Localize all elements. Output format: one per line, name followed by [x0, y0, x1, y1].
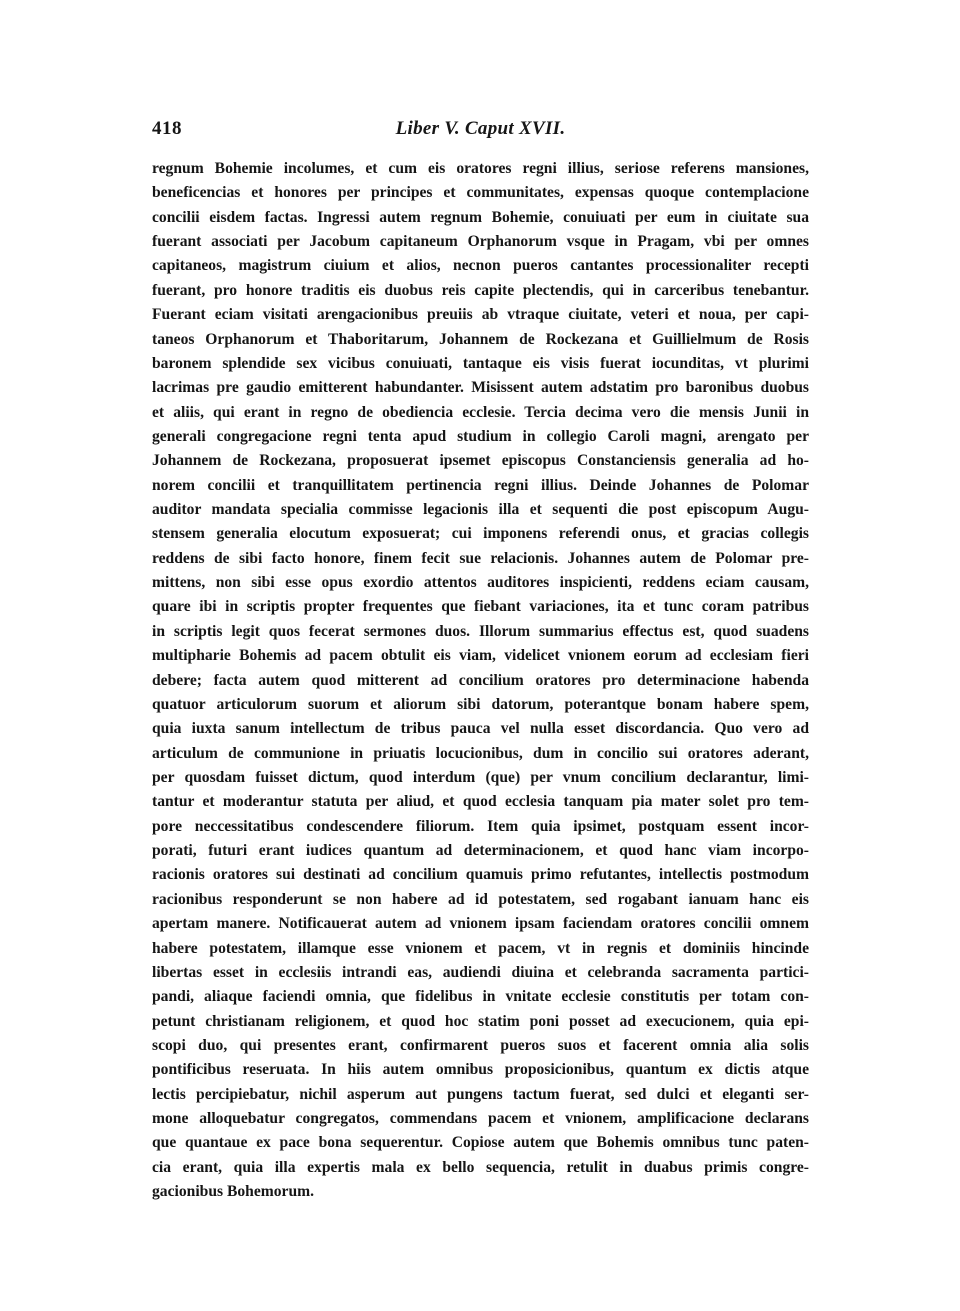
text-line: beneficencias et honores per principes et communitates, expensas quoque contemplacione [152, 184, 809, 202]
text-line: mone alloquebatur congregatos, commendans pacem et vnionem, amplificacione declarans [152, 1110, 809, 1128]
text-line: tantur et moderantur statuta per aliud, et quod ecclesia tanquam pia mater solet pro tem- [152, 793, 809, 811]
text-line: reddens de sibi facto honore, finem fecit sue relacionis. Johannes autem de Polomar pre- [152, 549, 809, 567]
text-line: lacrimas pre gaudio emitterent habundanter. Misissent autem adstatim pro baronibus duobus [152, 379, 809, 397]
text-line: debere; facta autem quod mitterent ad concilium oratores pro determinacione habenda [152, 671, 809, 689]
text-line: fuerant, pro honore traditis eis duobus reis capite plectendis, qui in carceribus tenebantur. [152, 281, 809, 299]
text-line: norem concilii et tranquillitatem pertinencia regni illius. Deinde Johannes de Polomar [152, 476, 809, 494]
text-line: regnum Bohemie incolumes, et cum eis oratores regni illius, seriose referens mansiones, [152, 160, 809, 177]
text-line: fuerant associati per Jacobum capitaneum Orphanorum vsque in Pragam, vbi per omnes [152, 233, 809, 251]
text-line: quatuor articulorum suorum et aliorum sibi datorum, poterantque bonam habere spem, [152, 695, 809, 713]
running-title: Liber V. Caput XVII. [395, 118, 566, 139]
body-text [152, 157, 809, 1204]
text-line: generali congregacione regni tenta apud studium in collegio Caroli magni, arengato per [152, 427, 809, 445]
text-line: Fuerant eciam visitati arengacionibus preuiis ab vtraque ciuitate, veteri et noua, per capi- [152, 306, 809, 324]
text-line: cia erant, quia illa expertis mala ex bello sequencia, retulit in duabus primis congre- [152, 1158, 809, 1176]
page-header [152, 118, 809, 148]
text-line: capitaneos, magistrum ciuium et alios, necnon pueros cantantes processionaliter recepti [152, 257, 809, 275]
text-line: gacionibus Bohemorum. [152, 1183, 315, 1201]
text-line: baronem splendide sex vicibus conuiuati, tantaque eis visis fuerat iocunditas, vt plurimi [152, 354, 809, 372]
text-line: per quosdam fuisset dictum, quod interdum (que) per vnum concilium declarantur, limi- [152, 768, 809, 786]
text-line: que quantaue ex pace bona sequerentur. Copiose autem que Bohemis omnibus tunc paten- [152, 1134, 809, 1152]
text-line: Johannem de Rockezana, proposuerat ipsemet episcopus Constanciensis generalia ad ho- [152, 452, 809, 470]
text-line: taneos Orphanorum et Thaboritarum, Johannem de Rockezana et Guillielmum de Rosis [152, 330, 809, 348]
text-line: et aliis, qui erant in regno de obediencia ecclesie. Tercia decima vero die mensis Junii in [152, 403, 809, 421]
text-line: habere potestatem, illamque esse vnionem et pacem, vt in regnis et dominiis hincinde [152, 939, 809, 957]
text-line: stensem generalia elocutum exposuerat; cui imponens referendi onus, et gracias collegis [152, 525, 809, 543]
text-line: quia iuxta sanum intellectum de tribus pauca vel nulla esset discordancia. Quo vero ad [152, 720, 809, 738]
text-line: scopi duo, qui presentes erant, confirmarent pueros suos et facerent omnia alia solis [152, 1036, 809, 1054]
text-line: porati, futuri erant iudices quantum ad determinacionem, et quod hanc viam incorpo- [152, 842, 809, 860]
text-line: mittens, non sibi esse opus exordio attentos auditores inspicienti, reddens eciam causam, [152, 574, 809, 592]
text-line: concilii eisdem factas. Ingressi autem regnum Bohemie, conuiuati per eum in ciuitate sua [152, 208, 809, 226]
text-line: auditor mandata specialia commisse legacionis illa et sequenti die post episcopum Augu- [152, 501, 809, 519]
page-number: 418 [152, 118, 182, 139]
text-line: lectis percipiebatur, nichil asperum aut pungens tactum fuerat, sed dulci et eleganti ser- [152, 1085, 809, 1103]
text-line: quare ibi in scriptis propter frequentes que fiebant variaciones, ita et tunc coram patribus [152, 598, 809, 616]
text-line: pontificibus reseruata. In hiis autem omnibus proposicionibus, quantum ex dictis atque [152, 1061, 809, 1079]
text-line: racionibus responderunt se non habere ad id potestatem, sed rogabant ianuam hanc eis [152, 890, 809, 908]
text-line: multipharie Bohemis ad pacem obtulit eis viam, videlicet vnionem eorum ad ecclesiam fieri [152, 647, 809, 665]
text-line: articulum de communione in priuatis locucionibus, dum in concilio sui oratores aderant, [152, 744, 809, 762]
text-line: pore neccessitatibus condescendere filiorum. Item quia ipsimet, postquam essent incor- [152, 817, 809, 835]
text-line: racionis oratores sui destinati ad concilium quamuis primo refutantes, intellectis postmodum [152, 866, 809, 884]
text-line: apertam manere. Notificauerat autem ad vnionem ipsam faciendam oratores concilii omnem [152, 915, 809, 933]
text-line: libertas esset in ecclesiis intrandi eas, audiendi diuina et celebranda sacramenta partici- [152, 963, 809, 981]
text-line: petunt christianam religionem, et quod hoc statim poni posset ad execucionem, quia epi- [152, 1012, 809, 1030]
text-line: in scriptis legit quos fecerat sermones duos. Illorum summarius effectus est, quod suadens [152, 622, 809, 640]
text-line: pandi, aliaque faciendi omnia, que fidelibus in vnitate ecclesie constitutis per totam con- [152, 988, 809, 1006]
